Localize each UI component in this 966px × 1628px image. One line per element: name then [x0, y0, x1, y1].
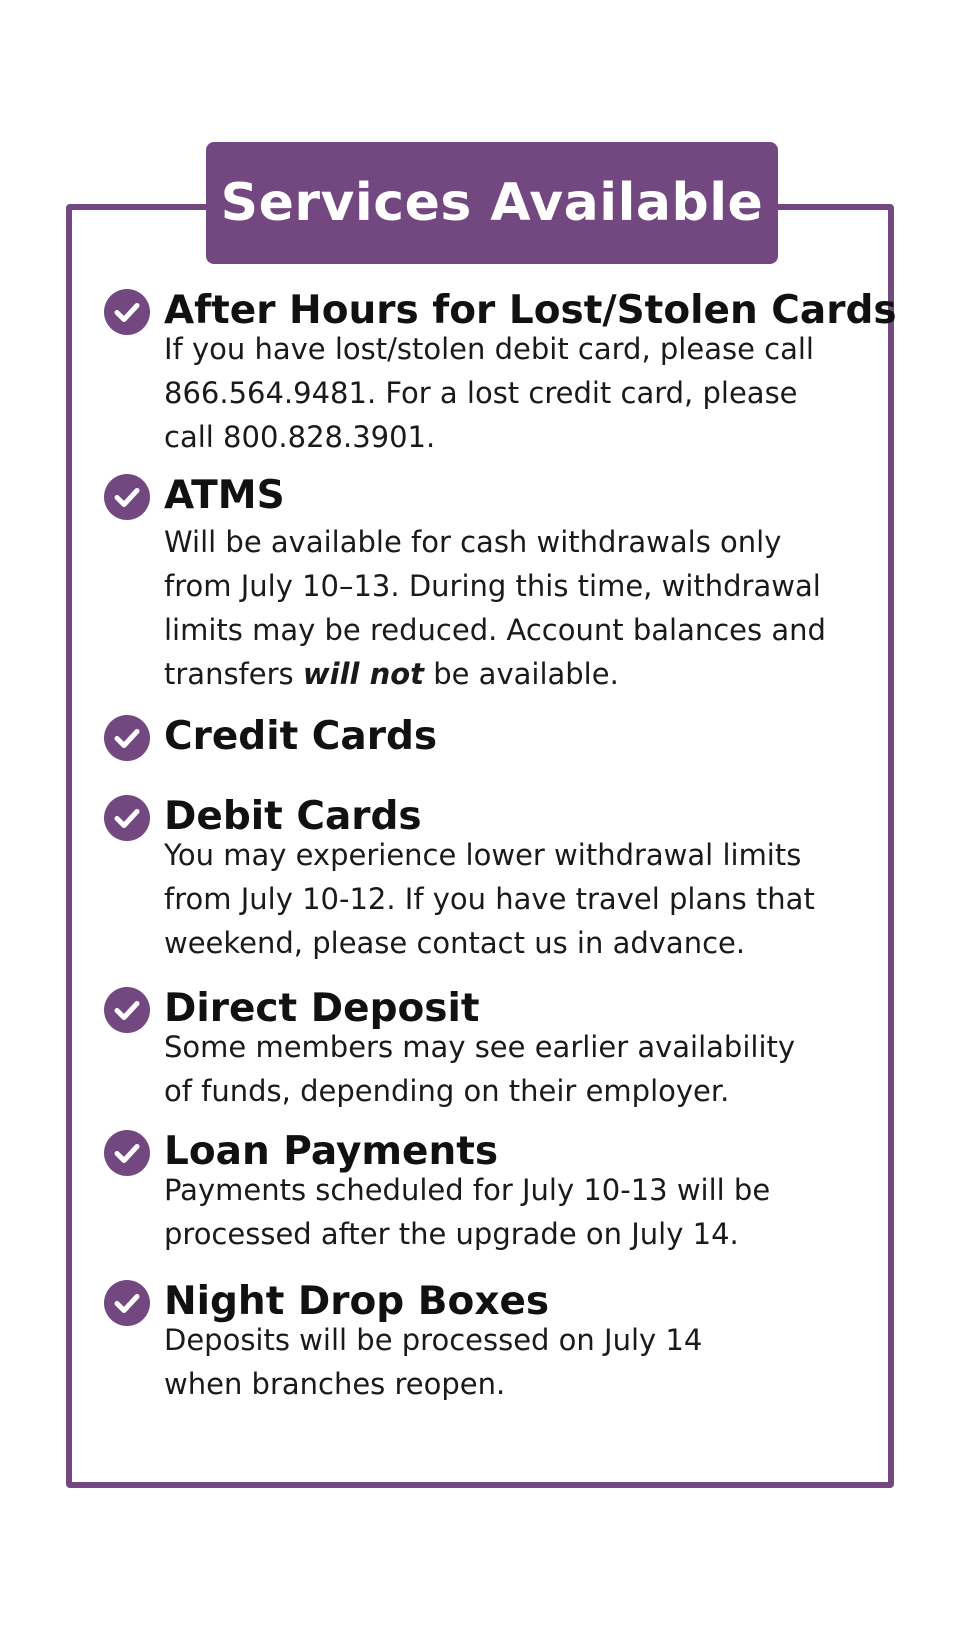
service-heading: Direct Deposit — [164, 986, 480, 1031]
check-circle-icon — [104, 1130, 150, 1176]
service-description — [164, 327, 814, 459]
service-heading: Credit Cards — [164, 714, 438, 759]
check-circle-icon — [104, 474, 150, 520]
check-circle-icon — [104, 289, 150, 335]
check-circle-icon — [104, 715, 150, 761]
description-line: limits may be reduced. Account balances and — [164, 613, 826, 647]
description-line: 866.564.9481. For a lost credit card, please — [164, 376, 798, 410]
check-circle-icon — [104, 1280, 150, 1326]
check-circle-icon — [104, 987, 150, 1033]
description-line: weekend, please contact us in advance. — [164, 926, 746, 960]
service-heading: Night Drop Boxes — [164, 1279, 550, 1324]
service-description — [164, 520, 826, 696]
service-heading: Debit Cards — [164, 794, 422, 839]
text-run: transfers — [164, 657, 303, 691]
description-line: Payments scheduled for July 10-13 will be — [164, 1173, 771, 1207]
description-line: If you have lost/stolen debit card, please call — [164, 332, 814, 366]
emphasis-text: will not — [302, 657, 424, 691]
service-heading: ATMS — [164, 473, 285, 518]
service-heading: Loan Payments — [164, 1129, 499, 1174]
description-line: Some members may see earlier availability — [164, 1030, 796, 1064]
description-line: processed after the upgrade on July 14. — [164, 1217, 739, 1251]
description-line: Will be available for cash withdrawals only — [164, 525, 782, 559]
description-line: call 800.828.3901. — [164, 420, 436, 454]
service-description — [164, 1168, 770, 1256]
service-heading: After Hours for Lost/Stolen Cards — [164, 288, 897, 333]
description-line: when branches reopen. — [164, 1367, 506, 1401]
check-circle-icon — [104, 795, 150, 841]
page-title: Services Available — [206, 142, 778, 264]
description-line — [164, 652, 826, 696]
service-description — [164, 1318, 702, 1406]
service-description — [164, 1025, 795, 1113]
description-line: Deposits will be processed on July 14 — [164, 1323, 703, 1357]
service-description — [164, 833, 815, 965]
text-run: be available. — [424, 657, 619, 691]
description-line: from July 10–13. During this time, withdrawal — [164, 569, 821, 603]
description-line: of funds, depending on their employer. — [164, 1074, 730, 1108]
description-line: You may experience lower withdrawal limits — [164, 838, 802, 872]
description-line: from July 10-12. If you have travel plans that — [164, 882, 815, 916]
